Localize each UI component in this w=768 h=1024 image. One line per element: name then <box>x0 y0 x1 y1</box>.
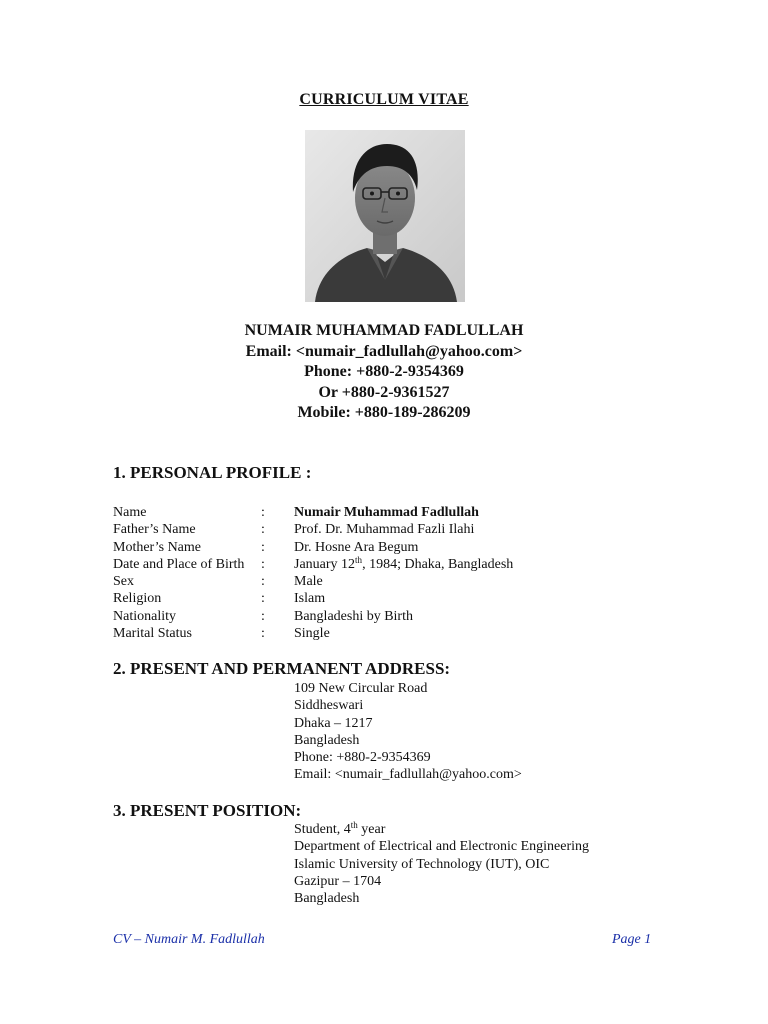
position-line: Islamic University of Technology (IUT), OIC <box>294 856 550 872</box>
contact-phone: Phone: +880-2-9354369 <box>304 363 464 380</box>
contact-mobile: Mobile: +880-189-286209 <box>297 404 471 421</box>
birth-date-suffix: th <box>355 554 363 565</box>
position-line: Gazipur – 1704 <box>294 873 382 889</box>
profile-colon: : <box>261 505 265 520</box>
contact-email: Email: <numair_fadlullah@yahoo.com> <box>245 342 523 360</box>
profile-label: Father’s Name <box>113 522 196 538</box>
profile-row-nationality <box>113 608 513 625</box>
profile-colon: : <box>261 539 265 555</box>
profile-row-religion <box>113 590 513 607</box>
profile-row-father <box>113 521 513 538</box>
profile-colon: : <box>261 556 265 572</box>
address-line: Bangladesh <box>294 732 360 748</box>
profile-colon: : <box>261 522 265 538</box>
profile-value: Single <box>294 626 330 642</box>
full-name: NUMAIR MUHAMMAD FADLULLAH <box>244 322 524 339</box>
profile-value <box>294 556 513 573</box>
position-year-suffix: th <box>350 820 358 830</box>
profile-label: Name <box>113 505 147 520</box>
address-block <box>294 680 522 784</box>
profile-label: Date and Place of Birth <box>113 556 245 572</box>
profile-photo <box>305 130 465 302</box>
position-line: Department of Electrical and Electronic Engineering <box>294 839 590 855</box>
contact-phone-alt: Or +880-2-9361527 <box>318 383 450 401</box>
profile-value: Islam <box>294 591 326 607</box>
address-line: Siddheswari <box>294 698 364 714</box>
birth-date-rest: , 1984; Dhaka, Bangladesh <box>362 556 514 572</box>
birth-date-main: January 12 <box>294 556 356 572</box>
profile-label: Nationality <box>113 608 176 624</box>
profile-label: Marital Status <box>113 626 192 642</box>
profile-row-sex <box>113 573 513 590</box>
position-block <box>294 821 589 907</box>
personal-profile-table <box>113 504 513 642</box>
profile-value: Male <box>294 574 323 590</box>
position-line <box>294 821 589 838</box>
profile-label: Sex <box>113 574 134 590</box>
address-line: Dhaka – 1217 <box>294 715 373 731</box>
profile-colon: : <box>261 626 265 642</box>
profile-row-name <box>113 504 513 521</box>
address-line: 109 New Circular Road <box>294 681 428 696</box>
footer-page-number: Page 1 <box>612 932 652 947</box>
section-heading-position: 3. PRESENT POSITION: <box>113 801 302 820</box>
profile-value: Prof. Dr. Muhammad Fazli Ilahi <box>294 522 475 538</box>
profile-colon: : <box>261 591 265 607</box>
footer-document-name: CV – Numair M. Fadlullah <box>113 932 265 947</box>
profile-colon: : <box>261 574 265 590</box>
position-year-main: Student, 4 <box>294 822 351 837</box>
position-line: Bangladesh <box>294 891 360 907</box>
contact-block <box>0 321 768 424</box>
address-line: Phone: +880-2-9354369 <box>294 750 431 766</box>
document-title: CURRICULUM VITAE <box>299 91 469 108</box>
profile-colon: : <box>261 608 265 624</box>
portrait-image <box>305 130 465 302</box>
profile-row-mother <box>113 539 513 556</box>
profile-row-birth <box>113 556 513 573</box>
profile-row-marital <box>113 625 513 642</box>
profile-label: Religion <box>113 591 162 607</box>
profile-value: Bangladeshi by Birth <box>294 608 413 624</box>
position-year-rest: year <box>357 822 386 837</box>
profile-value: Dr. Hosne Ara Begum <box>294 539 419 555</box>
section-heading-personal-profile: 1. PERSONAL PROFILE : <box>113 463 312 482</box>
section-heading-address: 2. PRESENT AND PERMANENT ADDRESS: <box>113 659 451 678</box>
address-line: Email: <numair_fadlullah@yahoo.com> <box>294 767 522 783</box>
profile-label: Mother’s Name <box>113 539 201 555</box>
profile-value: Numair Muhammad Fadlullah <box>294 505 479 520</box>
